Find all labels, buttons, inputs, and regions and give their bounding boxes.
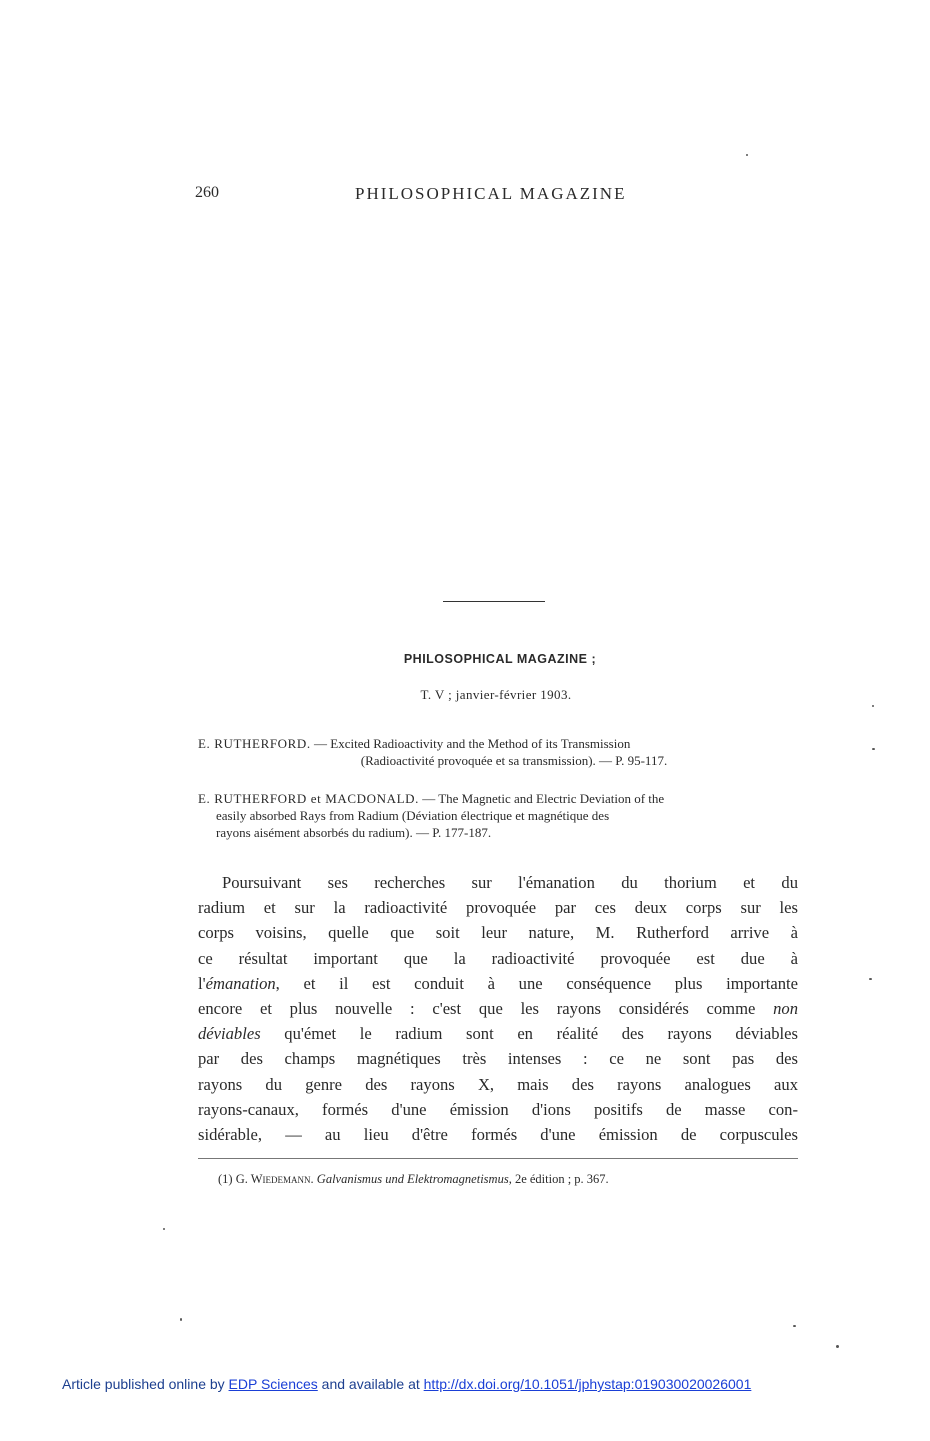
scan-speck — [872, 748, 875, 750]
reference-entry — [198, 735, 800, 769]
scan-speck — [836, 1345, 839, 1348]
emphasis: déviables — [198, 1024, 261, 1044]
reference-author: E. RUTHERFORD. — [198, 736, 311, 751]
section-title: PHILOSOPHICAL MAGAZINE ; — [403, 652, 597, 666]
body-line: radium et sur la radioactivité provoquée par ces deux corps sur les — [198, 898, 798, 918]
body-text-run: encore et plus nouvelle : c'est que les rayons considérés comme — [198, 998, 774, 1018]
reference-line: rayons aisément absorbés du radium). — P. 177-187. — [216, 825, 492, 840]
body-line: ce résultat important que la radioactivité provoquée est due à — [198, 948, 798, 968]
scan-speck — [872, 705, 874, 707]
footnote-author: G. Wiedemann. — [235, 1172, 314, 1186]
doi-link[interactable]: http://dx.doi.org/10.1051/jphystap:019030020026001 — [423, 1376, 752, 1392]
scan-speck — [746, 154, 748, 156]
publication-credit — [62, 1376, 751, 1392]
body-line: par des champs magnétiques très intenses : ce ne sont pas des — [198, 1049, 798, 1069]
issue-line: T. V ; janvier-février 1903. — [420, 687, 572, 702]
page-number: 260 — [195, 184, 219, 201]
body-text-run: qu'émet le radium sont en réalité des rayons déviables — [260, 1024, 798, 1044]
running-head — [195, 184, 645, 208]
publisher-link[interactable]: EDP Sciences — [228, 1376, 318, 1392]
footnote — [218, 1172, 798, 1187]
reference-line — [198, 790, 800, 807]
reference-title: — The Magnetic and Electric Deviation of the — [418, 791, 665, 806]
emphasis: émanation — [205, 973, 276, 993]
body-line — [198, 1021, 798, 1046]
body-paragraph — [198, 870, 798, 1147]
body-line: rayons du genre des rayons X, mais des rayons analogues aux — [198, 1074, 798, 1094]
footnote-rule — [198, 1158, 798, 1159]
body-line: corps voisins, quelle que soit leur nature, M. Rutherford arrive à — [198, 923, 798, 943]
reference-title: — Excited Radioactivity and the Method of its Transmission — [310, 736, 631, 751]
emphasis: non — [773, 998, 798, 1018]
scan-speck — [163, 1228, 165, 1230]
reference-line — [198, 735, 800, 752]
reference-line: easily absorbed Rays from Radium (Déviation électrique et magnétique des — [216, 808, 610, 823]
body-line: sidérable, — au lieu d'être formés d'une émission de corpuscules — [198, 1124, 798, 1144]
body-line: Poursuivant ses recherches sur l'émanation du thorium et du — [222, 873, 798, 892]
running-title: PHILOSOPHICAL MAGAZINE — [355, 184, 627, 203]
reference-entry — [198, 790, 800, 841]
body-line — [198, 971, 798, 996]
footnote-detail: , 2e édition ; p. 367. — [508, 1172, 609, 1186]
footnote-title: Galvanismus und Elektromagnetismus — [316, 1172, 509, 1186]
section-rule — [443, 601, 545, 602]
scan-speck — [869, 978, 872, 980]
body-line: rayons-canaux, formés d'une émission d'ions positifs de masse con- — [198, 1099, 798, 1119]
credit-prefix: Article published online by — [62, 1376, 229, 1392]
scan-speck — [793, 1325, 796, 1327]
reference-author: E. RUTHERFORD et MACDONALD. — [198, 791, 419, 806]
body-line — [198, 996, 798, 1021]
reference-line: (Radioactivité provoquée et sa transmission). — P. 95-117. — [360, 753, 668, 768]
footnote-marker: (1) — [218, 1172, 233, 1186]
scan-speck — [180, 1318, 182, 1321]
credit-middle: and available at — [317, 1376, 424, 1392]
body-text-run: l' — [198, 973, 206, 993]
body-text-run: , et il est conduit à une conséquence plus importante — [275, 973, 798, 993]
